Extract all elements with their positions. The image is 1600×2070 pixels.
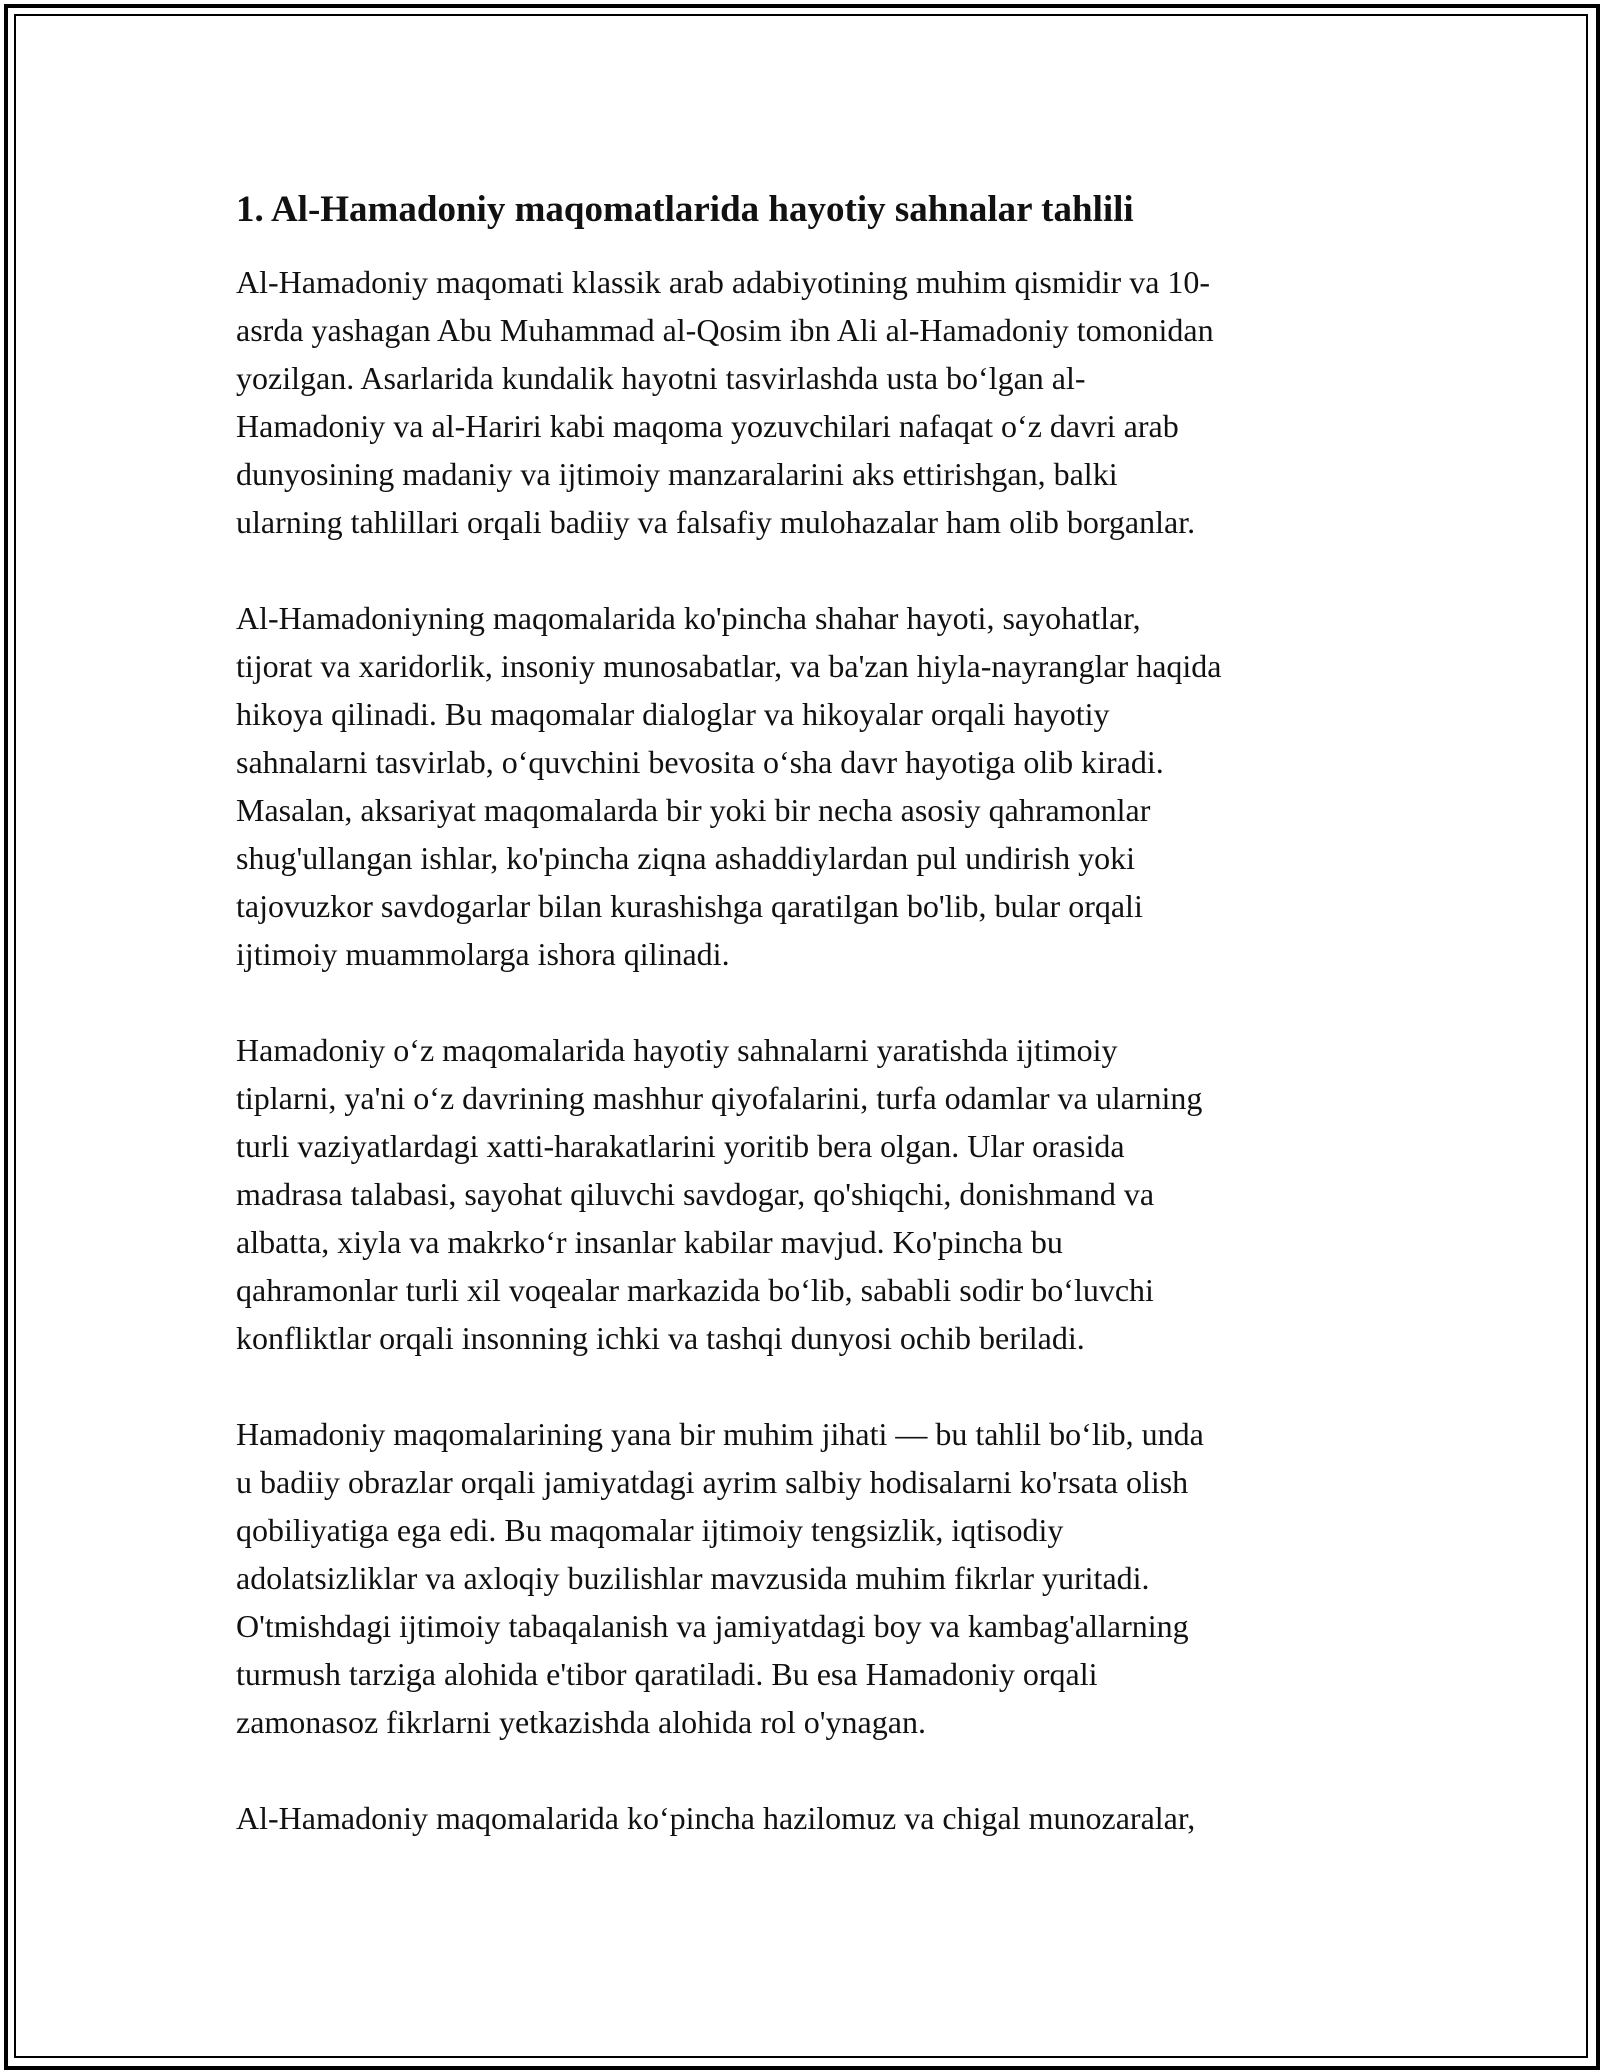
- text-line: tiplarni, ya'ni o‘z davrining mashhur qiyofalarini, turfa odamlar va ularning: [236, 1080, 1203, 1116]
- text-line: Hamadoniy maqomalarining yana bir muhim jihati — bu tahlil bo‘lib, unda: [236, 1416, 1204, 1452]
- text-line: albatta, xiyla va makrko‘r insanlar kabilar mavjud. Ko'pincha bu: [236, 1224, 1063, 1260]
- text-line: adolatsizliklar va axloqiy buzilishlar mavzusida muhim fikrlar yuritadi.: [236, 1560, 1150, 1596]
- text-line: qobiliyatiga ega edi. Bu maqomalar ijtimoiy tengsizlik, iqtisodiy: [236, 1512, 1064, 1548]
- text-line: shug'ullangan ishlar, ko'pincha ziqna ashaddiylardan pul undirish yoki: [236, 840, 1135, 876]
- paragraph-2: [236, 594, 1368, 978]
- text-line: turli vaziyatlardagi xatti-harakatlarini yoritib bera olgan. Ular orasida: [236, 1128, 1125, 1164]
- text-line: Al-Hamadoniy maqomalarida ko‘pincha hazilomuz va chigal munozaralar,: [236, 1800, 1196, 1836]
- text-line: sahnalarni tasvirlab, o‘quvchini bevosita o‘sha davr hayotiga olib kiradi.: [236, 744, 1164, 780]
- paragraph-4: [236, 1410, 1368, 1746]
- section-heading: 1. Al-Hamadoniy maqomatlarida hayotiy sahnalar tahlili: [236, 189, 1134, 230]
- text-line: Masalan, aksariyat maqomalarda bir yoki bir necha asosiy qahramonlar: [236, 792, 1151, 828]
- text-line: Hamadoniy va al-Hariri kabi maqoma yozuvchilari nafaqat o‘z davri arab: [236, 408, 1179, 444]
- text-line: O'tmishdagi ijtimoiy tabaqalanish va jamiyatdagi boy va kambag'allarning: [236, 1608, 1189, 1644]
- text-line: turmush tarziga alohida e'tibor qaratiladi. Bu esa Hamadoniy orqali: [236, 1656, 1098, 1692]
- paragraph-5: [236, 1794, 1368, 1842]
- text-line: ularning tahlillari orqali badiiy va falsafiy mulohazalar ham olib borganlar.: [236, 504, 1196, 540]
- paragraph-3: [236, 1026, 1368, 1362]
- text-line: madrasa talabasi, sayohat qiluvchi savdogar, qo'shiqchi, donishmand va: [236, 1176, 1155, 1212]
- text-line: asrda yashagan Abu Muhammad al-Qosim ibn Ali al-Hamadoniy tomonidan: [236, 312, 1214, 348]
- text-line: dunyosining madaniy va ijtimoiy manzaralarini aks ettirishgan, balki: [236, 456, 1118, 492]
- text-line: tijorat va xaridorlik, insoniy munosabatlar, va ba'zan hiyla-nayranglar haqida: [236, 648, 1222, 684]
- text-line: hikoya qilinadi. Bu maqomalar dialoglar va hikoyalar orqali hayotiy: [236, 696, 1110, 732]
- text-line: Al-Hamadoniyning maqomalarida ko'pincha shahar hayoti, sayohatlar,: [236, 600, 1141, 636]
- text-line: Al-Hamadoniy maqomati klassik arab adabiyotining muhim qismidir va 10-: [236, 264, 1211, 300]
- text-line: konfliktlar orqali insonning ichki va tashqi dunyosi ochib beriladi.: [236, 1320, 1085, 1356]
- paragraph-1: [236, 258, 1368, 546]
- text-line: yozilgan. Asarlarida kundalik hayotni tasvirlashda usta bo‘lgan al-: [236, 360, 1086, 396]
- document-body: [236, 186, 1368, 1890]
- text-line: u badiiy obrazlar orqali jamiyatdagi ayrim salbiy hodisalarni ko'rsata olish: [236, 1464, 1189, 1500]
- text-line: zamonasoz fikrlarni yetkazishda alohida rol o'ynagan.: [236, 1704, 926, 1740]
- text-line: Hamadoniy o‘z maqomalarida hayotiy sahnalarni yaratishda ijtimoiy: [236, 1032, 1118, 1068]
- text-line: ijtimoiy muammolarga ishora qilinadi.: [236, 936, 730, 972]
- text-line: tajovuzkor savdogarlar bilan kurashishga qaratilgan bo'lib, bular orqali: [236, 888, 1143, 924]
- text-line: qahramonlar turli xil voqealar markazida bo‘lib, sababli sodir bo‘luvchi: [236, 1272, 1154, 1308]
